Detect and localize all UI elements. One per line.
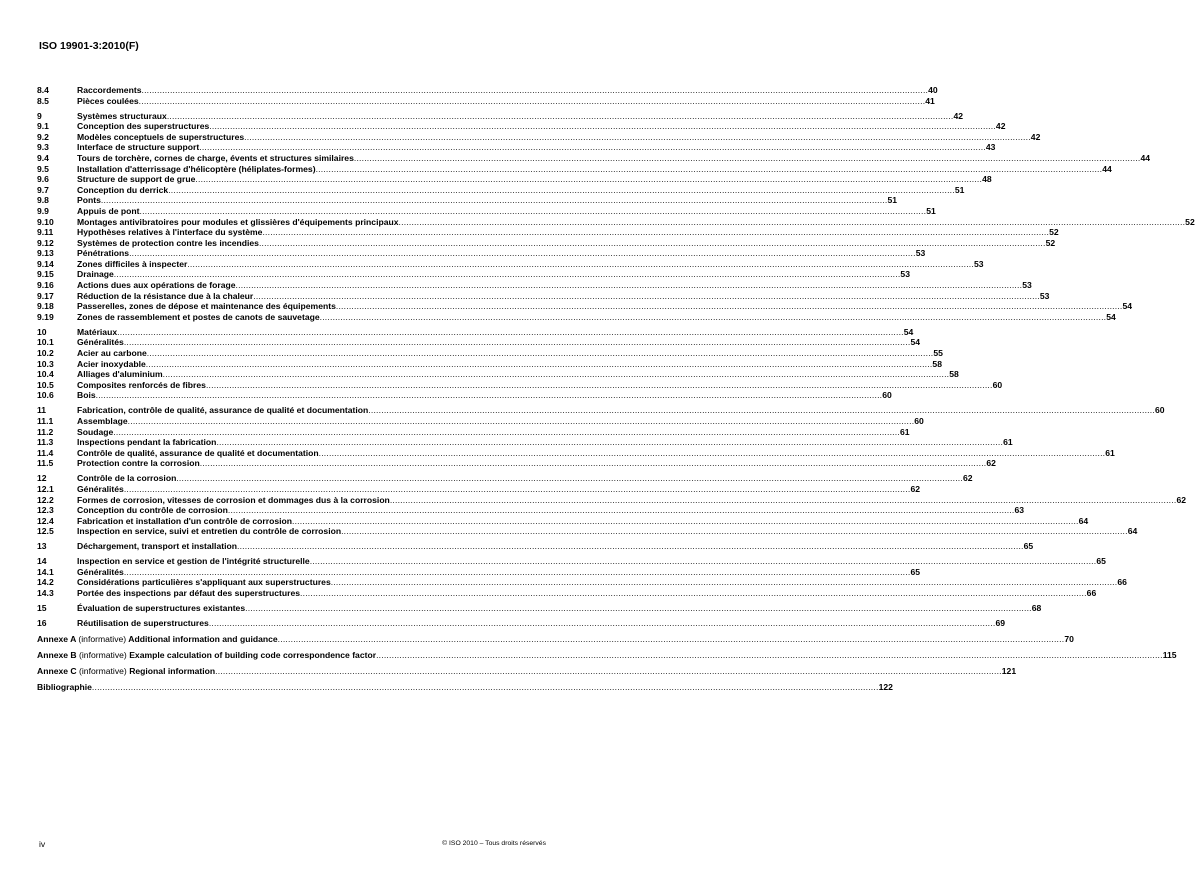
toc-dot-leader xyxy=(228,505,1015,516)
toc-entry[interactable] xyxy=(37,494,1187,506)
toc-entry-page: 54 xyxy=(910,337,921,348)
page-number: iv xyxy=(39,839,46,849)
toc-entry-page: 51 xyxy=(926,205,936,216)
toc-entry-page: 66 xyxy=(1086,588,1097,599)
toc-entry-number: 12 xyxy=(37,473,47,484)
toc-entry[interactable] xyxy=(37,618,1006,629)
toc-dot-leader xyxy=(168,185,955,196)
document-id: ISO 19901-3:2010(F) xyxy=(39,40,139,52)
toc-entry[interactable] xyxy=(37,577,1127,588)
toc-entry[interactable] xyxy=(37,311,1116,323)
toc-entry-number: 12.4 xyxy=(37,515,54,526)
toc-entry-page: 58 xyxy=(949,369,959,380)
toc-entry-number: 10.4 xyxy=(37,369,54,380)
toc-entry[interactable] xyxy=(37,348,943,359)
copyright-notice: © ISO 2010 – Tous droits réservés xyxy=(442,840,546,847)
toc-entry-page: 63 xyxy=(1014,505,1025,516)
toc-dot-leader xyxy=(331,577,1118,588)
annex-kind: (informative) xyxy=(79,650,127,661)
toc-entry[interactable] xyxy=(37,603,1042,614)
toc-dot-leader xyxy=(244,132,1031,143)
toc-entry[interactable] xyxy=(37,248,926,259)
toc-entry-page: 53 xyxy=(1022,280,1032,291)
toc-dot-leader xyxy=(124,484,911,495)
toc-dot-leader xyxy=(209,121,996,132)
toc-dot-leader xyxy=(128,416,915,427)
toc-entry-number: 10.5 xyxy=(37,379,54,390)
toc-entry-page: 52 xyxy=(1049,227,1059,238)
toc-dot-leader xyxy=(341,526,1128,537)
toc-entry-title: Réutilisation de superstructures xyxy=(77,618,209,629)
toc-dot-leader xyxy=(354,153,1141,164)
toc-entry-page: 40 xyxy=(928,85,938,95)
toc-entry[interactable] xyxy=(37,142,996,153)
toc-entry-number: 11.3 xyxy=(37,437,54,448)
toc-entry-number: 9.9 xyxy=(37,205,49,216)
toc-entry-page: 60 xyxy=(882,390,892,401)
toc-entry-number: 11.5 xyxy=(37,458,54,469)
annex-label: Annexe B xyxy=(37,650,77,661)
toc-entry-page: 70 xyxy=(1064,634,1074,645)
toc-entry[interactable] xyxy=(37,85,938,96)
toc-entry-title: Bois xyxy=(77,390,96,401)
toc-dot-leader xyxy=(319,448,1106,459)
toc-entry-title: Soudage xyxy=(77,426,114,437)
toc-entry-title: Montages antivibratoires pour modules et glissières d'équipements principaux xyxy=(77,216,399,227)
toc-dot-leader xyxy=(195,174,982,185)
toc-dot-leader xyxy=(139,96,926,107)
toc-entry-number: 9.3 xyxy=(37,142,49,153)
toc-entry-title: Pénétrations xyxy=(77,248,130,259)
toc-entry-title: Acier inoxydable xyxy=(77,358,146,369)
toc-entry-title: Matériaux xyxy=(77,326,118,337)
toc-entry-title: Inspections pendant la fabrication xyxy=(77,437,217,448)
toc-entry-title: Modèles conceptuels de superstructures xyxy=(77,131,245,142)
toc-dot-leader xyxy=(292,516,1079,527)
toc-entry-page: 52 xyxy=(1185,216,1195,227)
toc-entry-title: Conception du derrick xyxy=(77,184,169,195)
toc-dot-leader xyxy=(146,359,933,370)
toc-entry-number: 8.4 xyxy=(37,85,49,95)
toc-entry-number: 9.6 xyxy=(37,174,49,185)
toc-entry-number: 11.1 xyxy=(37,415,54,426)
toc-entry-title: Formes de corrosion, vitesses de corrosion et dommages dus à la corrosion xyxy=(77,494,390,505)
toc-entry[interactable] xyxy=(37,483,921,495)
toc-entry-page: 53 xyxy=(900,269,910,280)
toc-entry-title: Généralités xyxy=(77,337,124,348)
toc-entry[interactable] xyxy=(37,437,1013,448)
toc-dot-leader xyxy=(113,427,900,438)
toc-entry[interactable] xyxy=(37,358,942,370)
toc-entry-number: 10.6 xyxy=(37,390,54,401)
toc-entry-page: 121 xyxy=(1001,666,1017,677)
toc-entry[interactable] xyxy=(37,634,1074,645)
toc-entry-page: 66 xyxy=(1117,577,1127,588)
toc-dot-leader xyxy=(216,437,1003,448)
toc-entry-page: 62 xyxy=(1176,494,1187,505)
toc-entry-number: 14.1 xyxy=(37,566,54,577)
toc-entry-page: 48 xyxy=(982,174,992,185)
toc-entry-page: 61 xyxy=(1105,447,1115,458)
toc-entry[interactable] xyxy=(37,301,1133,312)
toc-entry-title: Bibliographie xyxy=(37,682,92,693)
toc-entry[interactable] xyxy=(37,505,1025,516)
toc-entry[interactable] xyxy=(37,227,1059,238)
toc-entry-title: Fabrication et installation d'un contrôle de corrosion xyxy=(77,515,292,526)
toc-entry[interactable] xyxy=(37,174,992,185)
toc-dot-leader xyxy=(300,588,1087,599)
toc-entry-title: Passerelles, zones de dépose et maintenance des équipements xyxy=(77,301,336,312)
toc-entry-number: 9.19 xyxy=(37,311,54,322)
toc-entry-page: 115 xyxy=(1162,650,1177,661)
toc-entry[interactable] xyxy=(37,121,1006,132)
toc-entry-page: 62 xyxy=(910,483,921,494)
toc-entry[interactable] xyxy=(37,526,1138,537)
toc-entry-number: 9.13 xyxy=(37,248,54,259)
toc-entry-page: 43 xyxy=(985,142,996,153)
toc-entry[interactable] xyxy=(37,473,973,484)
toc-entry-page: 53 xyxy=(915,248,926,259)
toc-entry-title: Assemblage xyxy=(77,415,128,426)
toc-entry[interactable] xyxy=(37,269,910,280)
toc-dot-leader xyxy=(310,556,1097,567)
toc-entry-title xyxy=(37,650,376,661)
toc-entry-number: 10 xyxy=(37,326,47,337)
toc-entry-page: 53 xyxy=(973,258,984,269)
toc-dot-leader xyxy=(368,405,1155,416)
toc-entry-title: Composites renforcés de fibres xyxy=(77,379,206,390)
annex-title: Example calculation of building code correspondence factor xyxy=(129,650,377,661)
toc-entry[interactable] xyxy=(37,237,1056,249)
toc-entry-page: 61 xyxy=(1003,437,1013,448)
toc-entry-number: 9.5 xyxy=(37,163,49,174)
toc-entry-page: 41 xyxy=(925,95,935,106)
toc-dot-leader xyxy=(320,312,1107,323)
toc-entry-title: Raccordements xyxy=(77,85,142,95)
toc-entry[interactable] xyxy=(37,110,964,122)
toc-entry-number: 9.18 xyxy=(37,301,54,312)
toc-entry-title: Inspection en service et gestion de l'intégrité structurelle xyxy=(77,556,310,567)
toc-entry-title: Acier au carbone xyxy=(77,348,147,359)
toc-entry[interactable] xyxy=(37,447,1115,459)
toc-entry-title: Zones de rassemblement et postes de canots de sauvetage xyxy=(77,311,320,322)
toc-dot-leader xyxy=(278,634,1065,645)
toc-entry-title: Drainage xyxy=(77,269,114,280)
toc-entry-title: Portée des inspections par défaut des superstructures xyxy=(77,588,301,599)
toc-entry-number: 16 xyxy=(37,618,47,629)
toc-entry-number: 15 xyxy=(37,603,47,614)
toc-dot-leader xyxy=(124,567,911,578)
toc-entry-title: Fabrication, contrôle de qualité, assurance de qualité et documentation xyxy=(77,405,369,416)
toc-entry-title: Déchargement, transport et installation xyxy=(77,541,237,552)
toc-entry[interactable] xyxy=(37,541,1034,552)
toc-entry[interactable] xyxy=(37,515,1089,527)
toc-dot-leader xyxy=(129,248,916,259)
toc-entry-number: 11.2 xyxy=(37,426,54,437)
toc-dot-leader xyxy=(237,541,1024,552)
toc-entry-title: Considérations particulières s'appliquant aux superstructures xyxy=(77,577,331,588)
toc-entry-page: 58 xyxy=(932,358,942,369)
toc-entry[interactable] xyxy=(37,95,935,107)
annex-label: Annexe C xyxy=(37,666,77,677)
toc-entry-title: Réduction de la résistance due à la chaleur xyxy=(77,290,254,301)
toc-dot-leader xyxy=(336,301,1123,312)
toc-entry-page: 64 xyxy=(1078,515,1089,526)
toc-dot-leader xyxy=(200,458,987,469)
toc-dot-leader xyxy=(141,85,928,96)
toc-entry-page: 44 xyxy=(1102,163,1112,174)
toc-entry-page: 68 xyxy=(1031,603,1042,614)
toc-dot-leader xyxy=(114,269,901,280)
toc-entry-page: 60 xyxy=(1154,405,1165,416)
toc-entry-number: 9.1 xyxy=(37,121,49,132)
toc-entry-number: 12.1 xyxy=(37,483,54,494)
toc-entry-number: 9.4 xyxy=(37,152,49,163)
toc-entry-title: Appuis de pont xyxy=(77,205,140,216)
toc-entry[interactable] xyxy=(37,184,965,196)
toc-entry-page: 62 xyxy=(962,473,973,484)
toc-dot-leader xyxy=(187,259,974,270)
toc-entry[interactable] xyxy=(37,415,924,427)
toc-entry-page: 64 xyxy=(1127,526,1138,537)
toc-dot-leader xyxy=(199,142,986,153)
toc-entry-page: 65 xyxy=(1096,556,1106,567)
toc-entry-number: 9.7 xyxy=(37,184,49,195)
toc-entry[interactable] xyxy=(37,195,898,206)
toc-dot-leader xyxy=(253,291,1040,302)
toc-entry[interactable] xyxy=(37,280,1032,291)
toc-entry-title: Généralités xyxy=(77,483,124,494)
toc-dot-leader xyxy=(163,369,950,380)
toc-entry-number: 8.5 xyxy=(37,95,49,106)
toc-entry-page: 54 xyxy=(903,326,914,337)
toc-entry-number: 14.2 xyxy=(37,577,54,588)
toc-dot-leader xyxy=(262,227,1049,238)
toc-entry[interactable] xyxy=(37,458,996,469)
toc-entry[interactable] xyxy=(37,163,1112,175)
toc-dot-leader xyxy=(96,390,883,401)
toc-entry-title: Pièces coulées xyxy=(77,95,139,106)
toc-entry-page: 60 xyxy=(914,415,924,426)
toc-entry-title: Alliages d'aluminium xyxy=(77,369,163,380)
toc-entry-title: Installation d'atterrissage d'hélicoptère (héliplates-formes) xyxy=(77,163,316,174)
toc-dot-leader xyxy=(124,337,911,348)
annex-kind: (informative) xyxy=(79,666,127,677)
toc-entry[interactable] xyxy=(37,131,1041,143)
toc-entry-title: Ponts xyxy=(77,195,101,206)
toc-entry-title: Zones difficiles à inspecter xyxy=(77,258,188,269)
toc-entry-number: 9.16 xyxy=(37,280,54,291)
toc-entry-page: 44 xyxy=(1140,152,1151,163)
toc-entry[interactable] xyxy=(37,326,914,338)
toc-entry-page: 51 xyxy=(954,184,965,195)
toc-entry-page: 55 xyxy=(933,348,943,359)
toc-entry-number: 10.2 xyxy=(37,348,54,359)
toc-entry[interactable] xyxy=(37,405,1165,416)
toc-entry-number: 9.11 xyxy=(37,227,54,238)
toc-entry-page: 54 xyxy=(1122,301,1133,312)
toc-entry-page: 42 xyxy=(1030,131,1041,142)
toc-entry-title: Systèmes structuraux xyxy=(77,110,167,121)
toc-dot-leader xyxy=(215,666,1002,677)
toc-dot-leader xyxy=(92,682,879,693)
toc-entry-number: 13 xyxy=(37,541,47,552)
toc-entry-number: 10.1 xyxy=(37,337,54,348)
toc-entry[interactable] xyxy=(37,556,1106,567)
toc-entry-number: 9.12 xyxy=(37,237,54,248)
toc-entry-title: Généralités xyxy=(77,566,124,577)
toc-entry-page: 65 xyxy=(910,566,921,577)
toc-entry[interactable] xyxy=(37,682,893,693)
toc-entry-page: 54 xyxy=(1106,311,1116,322)
table-of-contents xyxy=(37,85,1195,693)
toc-entry-title: Conception du contrôle de corrosion xyxy=(77,505,228,516)
toc-entry[interactable] xyxy=(37,216,1195,228)
toc-entry-number: 14.3 xyxy=(37,588,54,599)
toc-dot-leader xyxy=(376,650,1163,661)
annex-title: Additional information and guidance xyxy=(128,634,278,645)
toc-entry-number: 11.4 xyxy=(37,447,54,458)
toc-entry-number: 9.10 xyxy=(37,216,54,227)
toc-entry-title: Contrôle de la corrosion xyxy=(77,473,177,484)
toc-entry-number: 12.5 xyxy=(37,526,54,537)
toc-entry[interactable] xyxy=(37,588,1097,599)
toc-entry-title: Hypothèses relatives à l'interface du système xyxy=(77,227,263,238)
toc-dot-leader xyxy=(140,206,927,217)
toc-dot-leader xyxy=(206,380,993,391)
toc-entry-number: 11 xyxy=(37,405,47,416)
toc-entry[interactable] xyxy=(37,666,1017,677)
toc-entry-number: 9.15 xyxy=(37,269,54,280)
toc-entry-number: 9.14 xyxy=(37,258,54,269)
toc-entry[interactable] xyxy=(37,390,892,401)
toc-entry-title: Évaluation de superstructures existantes xyxy=(77,603,246,614)
toc-dot-leader xyxy=(147,348,934,359)
toc-entry[interactable] xyxy=(37,369,959,380)
toc-dot-leader xyxy=(236,280,1023,291)
toc-entry-number: 9.2 xyxy=(37,131,49,142)
toc-entry[interactable] xyxy=(37,379,1003,391)
toc-entry-page: 42 xyxy=(953,110,964,121)
toc-entry[interactable] xyxy=(37,205,936,217)
toc-entry-page: 122 xyxy=(878,682,893,693)
toc-entry[interactable] xyxy=(37,152,1151,164)
toc-entry-number: 9.17 xyxy=(37,290,54,301)
toc-dot-leader xyxy=(117,327,904,338)
toc-entry-page: 69 xyxy=(995,618,1006,629)
toc-dot-leader xyxy=(390,495,1177,506)
toc-entry-number: 9 xyxy=(37,110,42,121)
toc-entry-number: 12.3 xyxy=(37,505,54,516)
toc-entry-page: 51 xyxy=(887,195,898,206)
annex-title: Regional information xyxy=(129,666,216,677)
toc-entry-title: Protection contre la corrosion xyxy=(77,458,200,469)
toc-entry-title xyxy=(37,634,278,645)
toc-entry-title: Inspection en service, suivi et entretien du contrôle de corrosion xyxy=(77,526,342,537)
toc-dot-leader xyxy=(209,618,996,629)
toc-dot-leader xyxy=(176,473,963,484)
toc-entry-title xyxy=(37,666,215,677)
annex-kind: (informative) xyxy=(78,634,127,645)
toc-entry-title: Tours de torchère, cornes de charge, évents et structures similaires xyxy=(77,152,354,163)
toc-entry-title: Systèmes de protection contre les incendies xyxy=(77,237,259,248)
toc-entry-title: Structure de support de grue xyxy=(77,174,196,185)
toc-entry[interactable] xyxy=(37,258,984,270)
toc-entry-number: 12.2 xyxy=(37,494,54,505)
toc-dot-leader xyxy=(167,111,954,122)
toc-entry-page: 62 xyxy=(986,458,996,469)
toc-entry-page: 53 xyxy=(1039,290,1050,301)
toc-dot-leader xyxy=(259,238,1046,249)
toc-entry-title: Conception des superstructures xyxy=(77,121,210,132)
toc-entry-page: 65 xyxy=(1023,541,1034,552)
toc-entry[interactable] xyxy=(37,337,921,348)
toc-entry[interactable] xyxy=(37,566,921,578)
toc-entry-page: 60 xyxy=(992,379,1003,390)
toc-entry[interactable] xyxy=(37,426,910,438)
toc-entry-number: 9.8 xyxy=(37,195,49,206)
toc-entry-page: 42 xyxy=(995,121,1006,132)
toc-entry-page: 61 xyxy=(899,426,910,437)
toc-entry[interactable] xyxy=(37,290,1050,302)
toc-entry-page: 52 xyxy=(1045,237,1056,248)
toc-entry-title: Interface de structure support xyxy=(77,142,200,153)
toc-entry-number: 14 xyxy=(37,556,47,567)
toc-dot-leader xyxy=(399,217,1186,228)
toc-entry-title: Contrôle de qualité, assurance de qualité et documentation xyxy=(77,447,319,458)
toc-dot-leader xyxy=(316,164,1103,175)
toc-entry[interactable] xyxy=(37,650,1177,661)
toc-dot-leader xyxy=(101,195,888,206)
toc-dot-leader xyxy=(245,603,1032,614)
annex-label: Annexe A xyxy=(37,634,76,645)
toc-entry-title: Actions dues aux opérations de forage xyxy=(77,280,236,291)
toc-entry-number: 10.3 xyxy=(37,358,54,369)
